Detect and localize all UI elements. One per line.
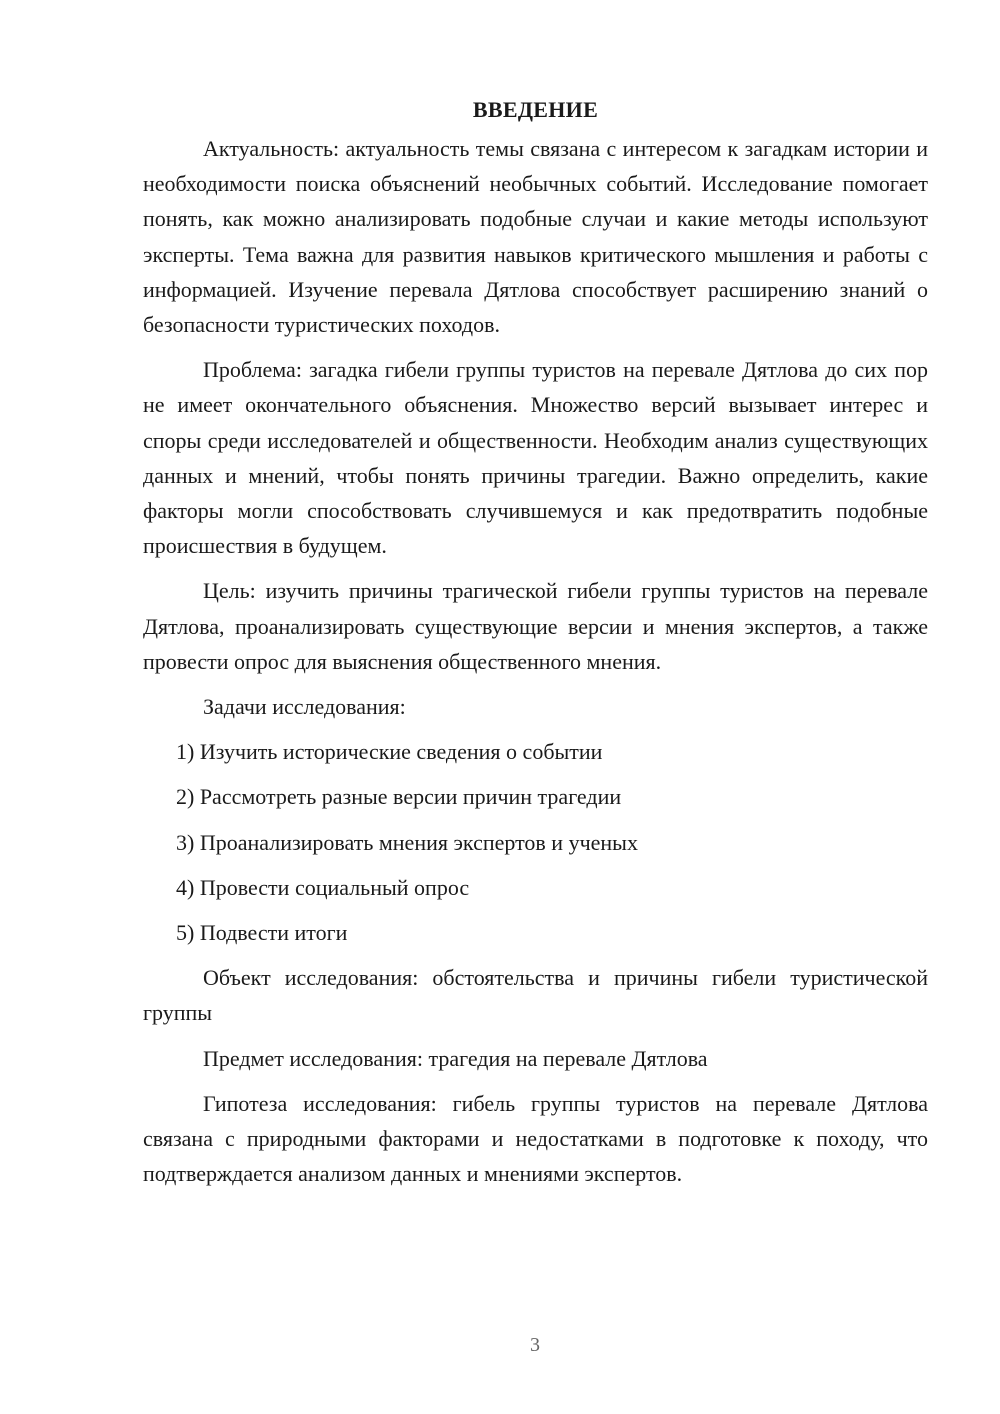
list-item: 5) Подвести итоги — [176, 920, 348, 946]
list-item: 4) Провести социальный опрос — [176, 874, 470, 900]
paragraph-object: Объект исследования: обстоятельства и причины гибели туристической группы — [143, 965, 928, 1026]
list-item: 1) Изучить исторические сведения о событии — [176, 739, 603, 765]
page-number: 3 — [530, 1334, 540, 1356]
paragraph-goal: Цель: изучить причины трагической гибели группы туристов на перевале Дятлова, проанализировать существующие версии и мнения экспертов, а также провести опрос для выяснения общественного мнения. — [143, 578, 928, 674]
paragraph-relevance: Актуальность: актуальность темы связана с интересом к загадкам истории и необходимости поиска объяснений необычных событий. Исследование помогает понять, как можно анализировать подобные случаи и какие методы используют эксперты. Тема важна для развития навыков критического мышления и работы с информацией. Изучение перевала Дятлова способствует расширению знаний о безопасности туристических походов. — [143, 136, 928, 338]
paragraph-hypothesis: Гипотеза исследования: гибель группы туристов на перевале Дятлова связана с природными факторами и недостатками в подготовке к походу, что подтверждается анализом данных и мнениями экспертов. — [143, 1090, 928, 1187]
document-page — [143, 95, 928, 1201]
list-item: 3) Проанализировать мнения экспертов и ученых — [176, 829, 638, 855]
section-title: ВВЕДЕНИЕ — [472, 97, 599, 122]
paragraph-subject: Предмет исследования: трагедия на перевале Дятлова — [203, 1045, 708, 1071]
task-list — [143, 734, 928, 950]
tasks-heading: Задачи исследования: — [203, 694, 406, 720]
list-item: 2) Рассмотреть разные версии причин трагедии — [176, 784, 622, 810]
paragraph-problem: Проблема: загадка гибели группы туристов на перевале Дятлова до сих пор не имеет окончательного объяснения. Множество версий вызывает интерес и споры среди исследователей и общественности. Необходим анализ существующих данных и мнений, чтобы понять причины трагедии. Важно определить, какие факторы могли способствовать случившемуся и как предотвратить подобные происшествия в будущем. — [143, 357, 928, 559]
